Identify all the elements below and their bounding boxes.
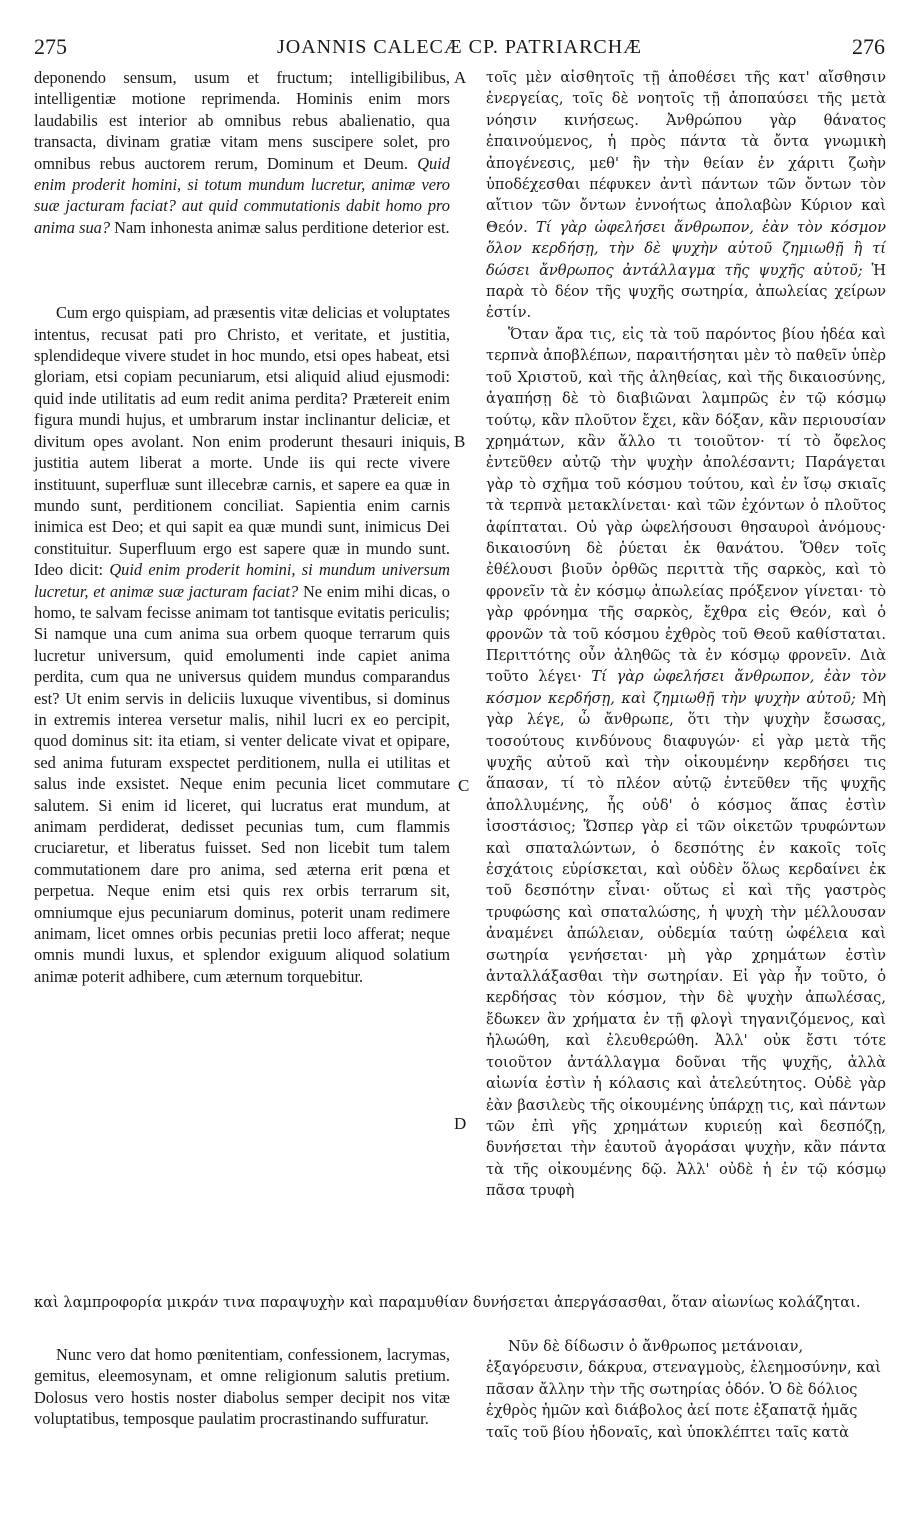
running-title: JOANNIS CALECÆ CP. PATRIARCHÆ xyxy=(276,36,642,58)
latin-column xyxy=(34,67,450,987)
latin-paragraph-1-text: deponendo sensum, usum et fructum; intelligibilibus, intelligentiæ motione reprimenda. Hominis enim mors laudabilis est interior ab omnibus rebus abalienatio, qua transacta, divinam gratiæ vitam mens suscipere solet, pro omnibus rebus auctorem rerum, Dominum et Deum. xyxy=(34,68,450,173)
greek-paragraph-1 xyxy=(486,67,886,324)
latin-paragraph-1 xyxy=(34,67,450,238)
latin-paragraph-1-end: Nam inhonesta animæ salus perditione deterior est. xyxy=(114,217,450,237)
latin-paragraph-2-end: Ne enim mihi dicas, o homo, te salvam fecisse animam tot tantisque evitatis periculis; Si namque una cum anima sua orbem quoque terrarum quis lucretur universum, quid emolumenti inde capiet anima perdita, cum qua ne universus quidem mundus comparandus est? Ut enim servis in deliciis luxuque viventibus, si dominus in extremis interea versetur malis, nihil lucri ex eo percipit, quod dominus sit: ita etiam, si venter delicate vivat et opipare, sed anima futuram exspectet perditionem, nulla ei utilitas et salus inde exsistet. Neque enim pecunia licet commutare salutem. Si enim id liceret, qui lucratus erat mundum, at animam perdiderat, dedisset pecunias tum, cum flammis cruciaretur, et liberatus fuisset. Sed non licebit tum talem commutationem dare pro anima, sed æterna erit pœna et perpetua. Neque enim etsi quis rex orbis terrarum sit, omniumque ejus pecuniarum dominus, poterit unam redimere animam, licet omnes orbis pecunias pretii loco afferat; neque omnis mundi luxus, et splendor exiguum aliquod solatium animæ poterit adhibere, cum æternum torquebitur. xyxy=(34,581,450,986)
latin-paragraph-2-text: Cum ergo quispiam, ad præsentis vitæ delicias et voluptates intentus, recusat pati pro Christo, et veritate, et justitia, splendideque vivere studet in hoc mundo, etsi opes habeat, etsi gloriam, etsi copiam pecuniarum, etsi aliquid aliud ejusmodi: quid inde utilitatis ad eum redit anima perdita? Prætereit enim figura mundi hujus, et umbrarum instar inclinantur deliciæ, et divitum opes avolant. Non enim proderunt thesauri iniquis, justitia autem liberat a morte. Unde iis qui recte vivere instituunt, superfluæ sunt illecebræ carnis, et sapere ea quæ in mundo sunt, perditionem conciliat. Sapientia enim carnis inimica est Deo; et qui sapit ea quæ mundi sunt, inimicus Dei constituitur. Superfluum ergo est sapere quæ in mundo sunt. Ideo dicit: xyxy=(34,303,450,580)
greek-paragraph-1-text: τοῖς μὲν αἰσθητοῖς τῇ ἀποθέσει τῆς κατ' αἴσθησιν ἐνεργείας, τοῖς δὲ νοητοῖς τῇ ἀποπαύσει τῆς μετὰ νόησιν κινήσεως. Ἀνθρώπου γὰρ θάνατος ἐπαινούμενος, ἡ πρὸς πάντα τὰ ὄντα γνωμικὴ ἀπογένεσις, μεθ' ἣν τὴν θείαν ἐν χάριτι ζωὴν ὑποδέχεσθαι πέφυκεν ἀντὶ πάντων τῶν ὄντων τὸν αἴτιον τῶν ὄντων ἐννοήτως ἀπολαβὼν Κύριον καὶ Θεόν. xyxy=(486,69,886,236)
greek-quote-1: Τί γὰρ ὠφελήσει ἄνθρωπον, ἐὰν τὸν κόσμον ὅλον κερδήσῃ, τὴν δὲ ψυχὴν αὐτοῦ ζημιωθῇ ἢ τί δώσει ἄνθρωπος ἀντάλλαγμα τῆς ψυχῆς αὐτοῦ; xyxy=(486,218,886,279)
greek-spanning-line: καὶ λαμπροφορία μικράν τινα παραψυχὴν καὶ παραμυθίαν δυνήσεται ἀπεργάσασθαι, ὅταν αἰωνίως κολάζηται. xyxy=(34,1294,861,1311)
greek-column-bottom xyxy=(486,1336,886,1443)
latin-column-bottom xyxy=(34,1344,450,1430)
page-number-right: 276 xyxy=(852,34,885,59)
greek-paragraph-2-end: Μὴ γὰρ λέγε, ὦ ἄνθρωπε, ὅτι τὴν ψυχὴν ἔσωσας, τοσούτους κινδύνους διαφυγών· εἰ γὰρ μετὰ τῆς ψυχῆς αὐτοῦ καὶ τὴν οἰκουμένην κερδήσει τις ἅπασαν, τί τὸ πλέον αὐτῷ ἐντεῦθεν τῆς ψυχῆς ἀπολλυμένης, ἧς οὐδ' ὁ κόσμος ἅπας ἐστὶν ἰσοστάσιος; Ὥσπερ γὰρ εἰ τῶν οἰκετῶν τρυφώντων καὶ σπαταλώντων, ὁ δεσπότης ἐν κακοῖς τοῖς ἐσχάτοις εὑρίσκεται, καὶ οὐδὲν ὅλως κερδαίνει ἐκ τοῦ δεσπότην εἶναι· οὕτως εἰ καὶ τῆς γαστρὸς τρυφώσης καὶ σπαταλώσης, ἡ ψυχὴ τὴν μέλλουσαν ἀναμένει ἀπώλειαν, οὐδεμία ταύτῃ ὠφέλεια καὶ σωτηρία γενήσεται· μὴ γὰρ χρημάτων ἐστὶν ἀνταλλάξασθαι τὴν σωτηρίαν. Εἰ γὰρ ἦν τοῦτο, ὁ κερδήσας τὸν κόσμον, τὴν δὲ ψυχὴν ἀπωλέσας, ἔδωκεν ἂν χρήματα ἐν τῇ φλογὶ τηγανιζόμενος, καὶ ἠλωώθη, καὶ ἐλευθερώθη. Ἀλλ' οὐκ ἔστι τότε τοιοῦτον ἀντάλλαγμα δοῦναι τῆς ψυχῆς, ἀλλὰ αἰωνία ἐστὶν ἡ κόλασις καὶ ἀτελεύτητος. Οὐδὲ γὰρ ἐὰν βασιλεὺς τῆς οἰκουμένης ὑπάρχῃ τις, καὶ πάντων τῶν ἐπὶ γῆς χρημάτων κυριεύῃ καὶ δεσπόζῃ, δυνήσεται τὴν ἑαυτοῦ ἀγοράσαι ψυχὴν, κἂν πάντα τὰ τῆς οἰκουμένης δῷ. Ἀλλ' οὐδὲ ἡ ἐν τῷ κόσμῳ πᾶσα τρυφὴ xyxy=(486,689,886,1200)
greek-column xyxy=(486,67,886,1202)
column-marker-d: D xyxy=(454,1114,467,1133)
column-marker-a: A xyxy=(454,68,467,87)
latin-paragraph-2 xyxy=(34,302,450,987)
greek-paragraph-1-end: Ἡ παρὰ τὸ δέον τῆς ψυχῆς σωτηρία, ἀπωλείας χείρων ἐστίν. xyxy=(486,261,887,322)
latin-paragraph-3: Nunc vero dat homo pœnitentiam, confessionem, lacrymas, gemitus, eleemosynam, et omne religionum salutis pretium. Dolosus vero hostis noster diabolus semper decipit nos vitæ voluptatibus, temposque paulatim procrastinando suffuratur. xyxy=(34,1345,450,1429)
column-marker-c: C xyxy=(458,776,470,795)
column-marker-b: B xyxy=(454,432,466,451)
greek-paragraph-2-text: Ὅταν ἄρα τις, εἰς τὰ τοῦ παρόντος βίου ἡδέα καὶ τερπνὰ ἀποβλέπων, παραιτήσηται μὲν τὸ παθεῖν ὑπὲρ τοῦ Χριστοῦ, καὶ τῆς ἀληθείας, καὶ τῆς δικαιοσύνης, ἀγαπήσῃ δὲ τὸ διαβιῶναι λαμπρῶς ἐν τῷ κόσμῳ τούτῳ, κἂν πλοῦτον ἔχει, κἂν δόξαν, κἂν περιουσίαν χρημάτων, κἂν ἄλλο τι τοιοῦτον· τί τὸ ὄφελος ἐντεῦθεν αὐτῷ τὴν ψυχὴν ἀπολέσαντι; Παράγεται γὰρ τὸ σχῆμα τοῦ κόσμου τούτου, καὶ ἐν ἴσῳ σκιαῖς τὰ τερπνὰ μετακλίνεται· καὶ τῶν ἐχόντων ὁ πλοῦτος ἀφίπταται. Οὐ γὰρ ὠφελήσουσι θησαυροὶ ἀνόμους· δικαιοσύνη δὲ ῥύεται ἐκ θανάτου. Ὅθεν τοῖς ἐθέλουσι βιοῦν ὀρθῶς περιττὰ τῆς σαρκὸς, καὶ τὸ φρονεῖν τὰ ἐν κόσμῳ ἀπωλείας πρόξενον γίνεται· τὸ γὰρ φρόνημα τῆς σαρκὸς, ἔχθρα εἰς Θεόν, καὶ ὁ φρονῶν τὰ τοῦ κόσμου ἐχθρὸς τοῦ Θεοῦ καθίσταται. Περιττότης οὖν ἀληθῶς τὰ ἐν κόσμῳ φρονεῖν. Διὰ τοῦτο λέγει· xyxy=(486,325,886,686)
latin-quote-1: Quid enim proderit homini, si totum mundum lucretur, animæ vero suæ jacturam faciat? aut quid commutationis dabit homo pro anima sua? xyxy=(34,153,450,237)
greek-quote-2: Τί γὰρ ὠφελήσει ἄνθρωπον, ἐὰν τὸν κόσμον κερδήσῃ, καὶ ζημιωθῇ τὴν ψυχὴν αὐτοῦ; xyxy=(486,668,887,707)
running-header xyxy=(34,34,885,64)
latin-quote-2: Quid enim proderit homini, si mundum universum lucretur, et animæ suæ jacturam faciat? xyxy=(34,560,450,601)
page-number-left: 275 xyxy=(34,34,67,59)
greek-paragraph-2 xyxy=(486,324,886,1202)
greek-paragraph-3: Νῦν δὲ δίδωσιν ὁ ἄνθρωπος μετάνοιαν, ἐξαγόρευσιν, δάκρυα, στεναγμοὺς, ἐλεημοσύνην, καὶ πᾶσαν ἄλλην τὴν τῆς σωτηρίας ὁδόν. Ὁ δὲ δόλιος ἐχθρὸς ἡμῶν καὶ διάβολος ἀεί ποτε ἐξαπατᾷ ἡμᾶς ταῖς τοῦ βίου ἡδοναῖς, καὶ ὑποκλέπτει ταῖς κατὰ xyxy=(486,1338,882,1441)
